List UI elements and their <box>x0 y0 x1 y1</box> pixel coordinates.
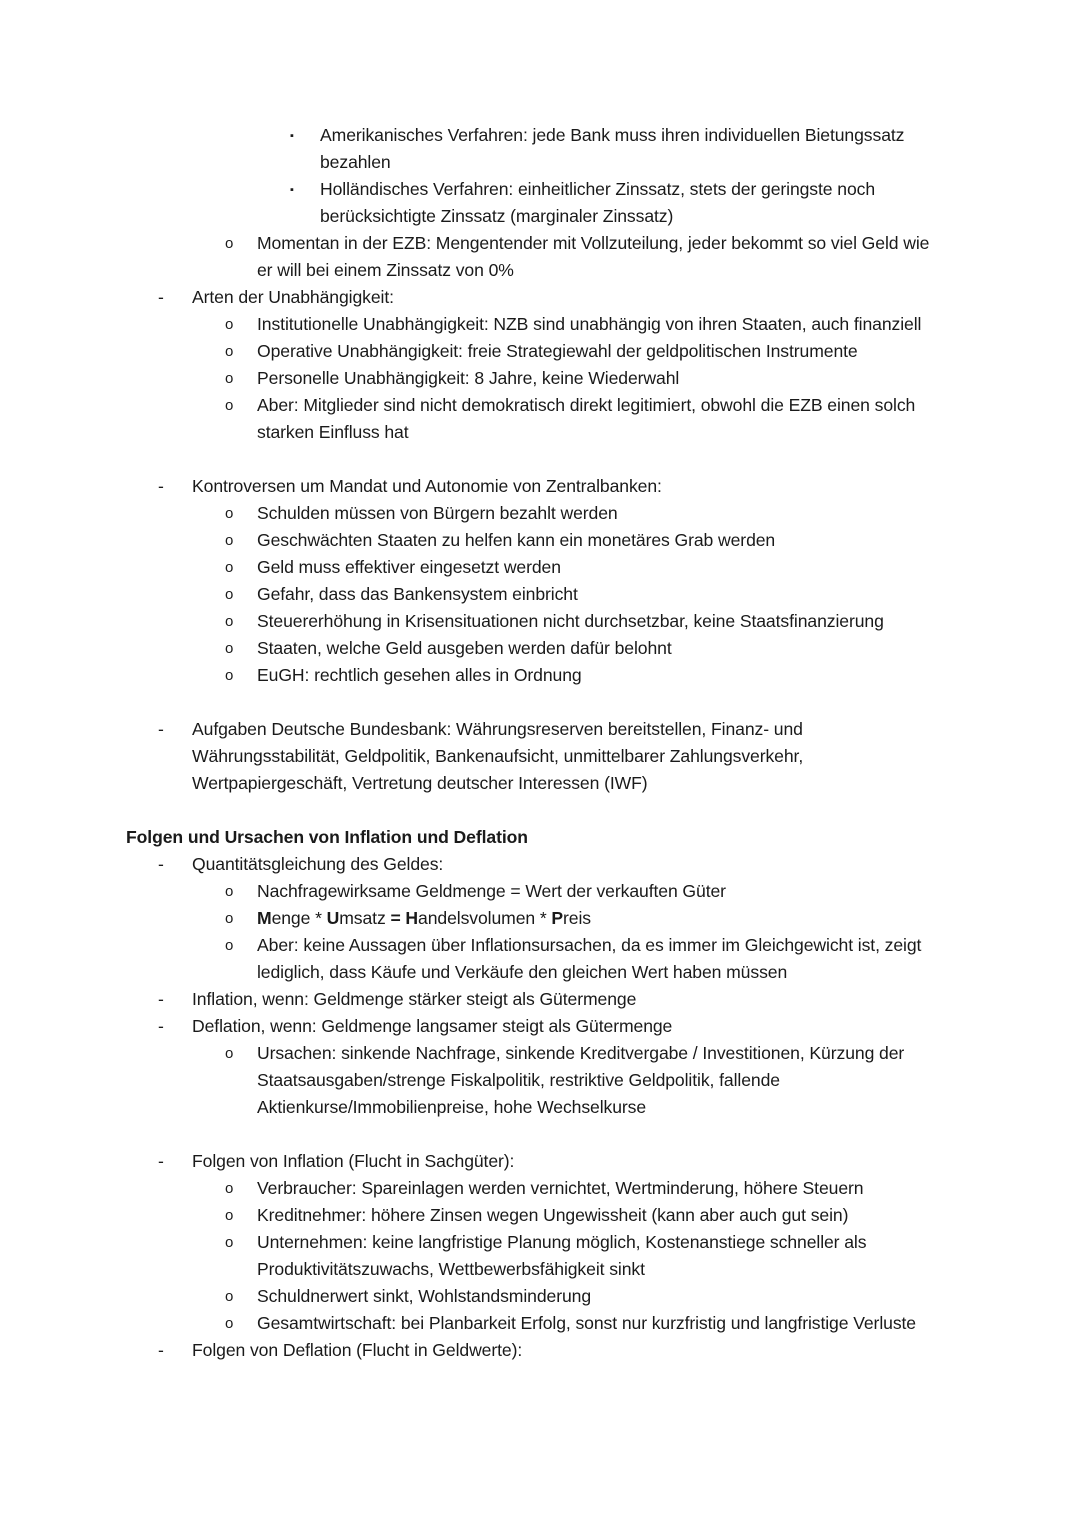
list-item-text: Gefahr, dass das Bankensystem einbricht <box>257 584 578 604</box>
list-item <box>126 1202 948 1229</box>
dash-bullet-icon: - <box>158 1151 164 1171</box>
list-item-text: Geschwächten Staaten zu helfen kann ein monetäres Grab werden <box>257 530 776 550</box>
circle-bullet-icon: o <box>225 235 234 252</box>
list-item-text: Holländisches Verfahren: einheitlicher Zinssatz, stets der geringste noch berücksichtigte Zinssatz (marginaler Zinssatz) <box>320 179 876 226</box>
list-item-text: Deflation, wenn: Geldmenge langsamer steigt als Gütermenge <box>192 1016 673 1036</box>
formula-segment: reis <box>563 908 591 928</box>
list-item <box>126 581 948 608</box>
document-body <box>126 122 948 1364</box>
list-item <box>126 1013 948 1040</box>
formula-segment: enge * <box>271 908 327 928</box>
list-item-text: Aber: Mitglieder sind nicht demokratisch direkt legitimiert, obwohl die EZB einen solch starken Einfluss hat <box>257 395 916 442</box>
dash-bullet-icon: - <box>158 1016 164 1036</box>
list-item <box>126 284 948 311</box>
formula-segment: M <box>257 908 272 928</box>
list-item <box>126 932 948 986</box>
formula-segment: andelsvolumen * <box>418 908 552 928</box>
formula-segment: P <box>551 908 564 928</box>
list-item-text: Kontroversen um Mandat und Autonomie von Zentralbanken: <box>192 476 662 496</box>
circle-bullet-icon: o <box>225 370 234 387</box>
list-item-text: Gesamtwirtschaft: bei Planbarkeit Erfolg, sonst nur kurzfristig und langfristige Verluste <box>257 1313 916 1333</box>
list-item-text: Amerikanisches Verfahren: jede Bank muss ihren individuellen Bietungssatz bezahlen <box>320 125 905 172</box>
list-item <box>126 392 948 446</box>
list-item-text: Nachfragewirksame Geldmenge = Wert der verkauften Güter <box>257 881 726 901</box>
list-item-text: Staaten, welche Geld ausgeben werden dafür belohnt <box>257 638 672 658</box>
circle-bullet-icon: o <box>225 883 234 900</box>
blank-line <box>126 797 948 824</box>
blank-line <box>126 1121 948 1148</box>
blank-line <box>126 689 948 716</box>
list-item-text: Kreditnehmer: höhere Zinsen wegen Ungewissheit (kann aber auch gut sein) <box>257 1205 849 1225</box>
list-item <box>126 527 948 554</box>
list-item-text: EuGH: rechtlich gesehen alles in Ordnung <box>257 665 582 685</box>
list-item <box>126 122 948 176</box>
circle-bullet-icon: o <box>225 1234 234 1251</box>
list-item-text: Steuererhöhung in Krisensituationen nicht durchsetzbar, keine Staatsfinanzierung <box>257 611 884 631</box>
list-item <box>126 1229 948 1283</box>
circle-bullet-icon: o <box>225 613 234 630</box>
list-item <box>126 878 948 905</box>
list-item <box>126 554 948 581</box>
list-item <box>126 1148 948 1175</box>
quantity-equation-text <box>257 905 948 932</box>
circle-bullet-icon: o <box>225 1315 234 1332</box>
circle-bullet-icon: o <box>225 316 234 333</box>
list-item <box>126 1283 948 1310</box>
list-item-text: Inflation, wenn: Geldmenge stärker steigt als Gütermenge <box>192 989 637 1009</box>
list-item-text: Ursachen: sinkende Nachfrage, sinkende Kreditvergabe / Investitionen, Kürzung der Staatsausgaben/strenge Fiskalpolitik, restriktive Geldpolitik, fallende Aktienkurse/Immobilienpreise, hohe Wechselkurse <box>257 1043 905 1117</box>
list-item-text: Verbraucher: Spareinlagen werden vernichtet, Wertminderung, höhere Steuern <box>257 1178 864 1198</box>
dash-bullet-icon: - <box>158 287 164 307</box>
list-item-text: Schuldnerwert sinkt, Wohlstandsminderung <box>257 1286 592 1306</box>
square-bullet-icon: ▪ <box>290 184 294 196</box>
list-item <box>126 716 948 797</box>
list-item-text: Unternehmen: keine langfristige Planung möglich, Kostenanstiege schneller als Produktivitätszuwachs, Wettbewerbsfähigkeit sinkt <box>257 1232 867 1279</box>
dash-bullet-icon: - <box>158 989 164 1009</box>
list-item-text: Schulden müssen von Bürgern bezahlt werden <box>257 503 618 523</box>
list-item <box>126 500 948 527</box>
circle-bullet-icon: o <box>225 937 234 954</box>
list-item <box>126 851 948 878</box>
list-item <box>126 1040 948 1121</box>
list-item-text: Arten der Unabhängigkeit: <box>192 287 394 307</box>
list-item <box>126 338 948 365</box>
list-item <box>126 311 948 338</box>
list-item-text: Aber: keine Aussagen über Inflationsursachen, da es immer im Gleichgewicht ist, zeigt lediglich, dass Käufe und Verkäufe den gleichen Wert haben müssen <box>257 935 922 982</box>
list-item-text: Momentan in der EZB: Mengentender mit Vollzuteilung, jeder bekommt so viel Geld wie er will bei einem Zinssatz von 0% <box>257 233 930 280</box>
circle-bullet-icon: o <box>225 667 234 684</box>
list-item <box>126 1337 948 1364</box>
circle-bullet-icon: o <box>225 532 234 549</box>
list-item-text: Folgen von Deflation (Flucht in Geldwerte): <box>192 1340 523 1360</box>
list-item <box>126 662 948 689</box>
section-heading: Folgen und Ursachen von Inflation und Deflation <box>126 827 528 847</box>
list-item <box>126 986 948 1013</box>
circle-bullet-icon: o <box>225 1288 234 1305</box>
list-item <box>126 1310 948 1337</box>
circle-bullet-icon: o <box>225 640 234 657</box>
list-item-text: Quantitätsgleichung des Geldes: <box>192 854 444 874</box>
list-item <box>126 608 948 635</box>
list-item <box>126 635 948 662</box>
list-item <box>126 1175 948 1202</box>
list-item-text: Operative Unabhängigkeit: freie Strategiewahl der geldpolitischen Instrumente <box>257 341 858 361</box>
formula-segment: = <box>390 908 406 928</box>
circle-bullet-icon: o <box>225 586 234 603</box>
list-item <box>126 473 948 500</box>
list-item-formula <box>126 905 948 932</box>
dash-bullet-icon: - <box>158 854 164 874</box>
list-item-text: Folgen von Inflation (Flucht in Sachgüter): <box>192 1151 515 1171</box>
circle-bullet-icon: o <box>225 505 234 522</box>
formula-segment: U <box>326 908 340 928</box>
formula-segment: H <box>405 908 419 928</box>
dash-bullet-icon: - <box>158 476 164 496</box>
circle-bullet-icon: o <box>225 559 234 576</box>
dash-bullet-icon: - <box>158 719 164 739</box>
list-item-text: Geld muss effektiver eingesetzt werden <box>257 557 561 577</box>
circle-bullet-icon: o <box>225 1207 234 1224</box>
list-item-text: Institutionelle Unabhängigkeit: NZB sind unabhängig von ihren Staaten, auch finanziell <box>257 314 922 334</box>
list-item <box>126 365 948 392</box>
circle-bullet-icon: o <box>225 397 234 414</box>
square-bullet-icon: ▪ <box>290 130 294 142</box>
blank-line <box>126 446 948 473</box>
list-item-text: Personelle Unabhängigkeit: 8 Jahre, keine Wiederwahl <box>257 368 680 388</box>
circle-bullet-icon: o <box>225 910 234 927</box>
circle-bullet-icon: o <box>225 1180 234 1197</box>
dash-bullet-icon: - <box>158 1340 164 1360</box>
list-item <box>126 230 948 284</box>
list-item-text: Aufgaben Deutsche Bundesbank: Währungsreserven bereitstellen, Finanz- und Währungsstabilität, Geldpolitik, Bankenaufsicht, unmittelbarer Zahlungsverkehr, Wertpapiergeschäft, Vertretung deutscher Interessen (IWF) <box>192 719 804 793</box>
circle-bullet-icon: o <box>225 343 234 360</box>
circle-bullet-icon: o <box>225 1045 234 1062</box>
list-item <box>126 176 948 230</box>
formula-segment: msatz <box>339 908 391 928</box>
